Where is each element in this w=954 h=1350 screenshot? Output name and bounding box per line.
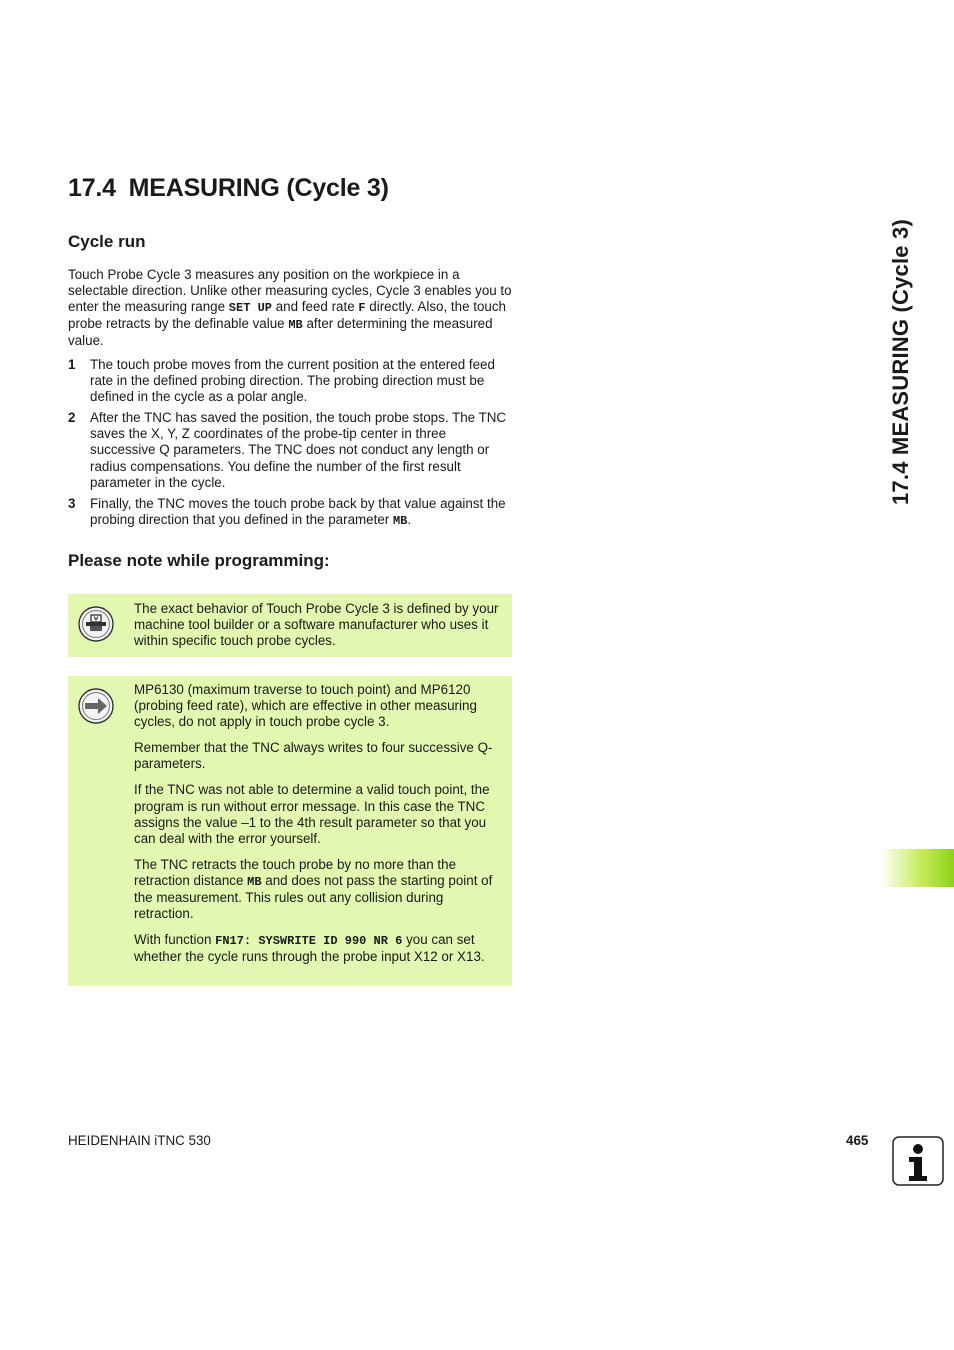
mb-code: MB xyxy=(247,874,262,889)
note-text-b: and does not pass the starting point of the measurement. This rules out any collision during retraction. xyxy=(134,872,493,922)
side-title-text: 17.4 MEASURING (Cycle 3) xyxy=(888,219,913,505)
step-item xyxy=(68,496,513,529)
fn17-code: FN17: SYSWRITE ID 990 NR 6 xyxy=(215,934,403,949)
note-paragraph xyxy=(134,932,502,965)
section-title-text: MEASURING (Cycle 3) xyxy=(128,174,389,202)
cycle-run-intro xyxy=(68,267,513,349)
step-text-after: . xyxy=(407,511,412,527)
step-item xyxy=(68,357,513,405)
note-paragraph xyxy=(134,857,502,922)
section-number: 17.4 xyxy=(68,174,116,202)
notes-text xyxy=(134,676,512,965)
step-number: 2 xyxy=(68,410,76,426)
intro-text-3: directly. Also, the touch probe retracts by the definable value xyxy=(68,299,507,332)
programming-notes-heading: Please note while programming: xyxy=(68,551,330,570)
step-text-before: Finally, the TNC moves the touch probe back by that value against the probing direction that you defined in the parameter xyxy=(90,495,506,527)
note-paragraph: Remember that the TNC always writes to four successive Q-parameters. xyxy=(134,740,493,772)
notes-box xyxy=(68,676,512,986)
intro-text-1: Touch Probe Cycle 3 measures any position on the workpiece in a selectable direction. Unlike other measuring cycles, Cycle 3 enables you to enter the measuring range xyxy=(68,267,512,315)
set-up-code: SET UP xyxy=(228,301,273,316)
cycle-run-steps xyxy=(68,357,513,534)
feed-code: F xyxy=(358,301,366,316)
machine-tool-icon xyxy=(78,606,114,642)
info-icon xyxy=(892,1136,944,1186)
intro-text-2: and feed rate xyxy=(272,299,359,315)
machine-note-text: The exact behavior of Touch Probe Cycle 3 is defined by your machine tool builder or a software manufacturer who uses it within specific touch probe cycles. xyxy=(134,601,499,649)
mb-code: MB xyxy=(392,513,408,528)
manual-name: HEIDENHAIN iTNC 530 xyxy=(68,1133,211,1148)
cycle-run-heading: Cycle run xyxy=(68,232,146,251)
machine-note-box xyxy=(68,594,512,657)
intro-text-4: after determining the measured value. xyxy=(68,316,493,349)
step-text xyxy=(90,496,506,527)
step-item xyxy=(68,410,513,490)
page-number: 465 xyxy=(846,1133,869,1148)
note-paragraph: If the TNC was not able to determine a valid touch point, the program is run without error message. In this case the TNC assigns the value –1 to the 4th result parameter so that you can deal with the error yourself. xyxy=(134,782,490,846)
arrow-right-icon xyxy=(78,688,114,724)
step-number: 3 xyxy=(68,495,76,511)
note-text-b: you can set whether the cycle runs through the probe input X12 or X13. xyxy=(134,932,485,965)
note-text-a: The TNC retracts the touch probe by no more than the retraction distance xyxy=(134,856,457,888)
note-text-a: With function xyxy=(134,932,216,948)
note-paragraph: MP6130 (maximum traverse to touch point) and MP6120 (probing feed rate), which are effective in other measuring cycles, do not apply in touch probe cycle 3. xyxy=(134,682,477,730)
mb-code: MB xyxy=(288,318,303,333)
step-number: 1 xyxy=(68,357,76,372)
chapter-tab xyxy=(880,849,954,887)
step-text: The touch probe moves from the current position at the entered feed rate in the defined probing direction. The probing direction must be defined in the cycle as a polar angle. xyxy=(90,357,495,405)
step-text: After the TNC has saved the position, the touch probe stops. The TNC saves the X, Y, Z coordinates of the probe-tip center in three successive Q parameters. The TNC does not conduct any length or radius compensations. You define the number of the first result parameter in the cycle. xyxy=(90,410,507,490)
section-title xyxy=(68,174,389,203)
